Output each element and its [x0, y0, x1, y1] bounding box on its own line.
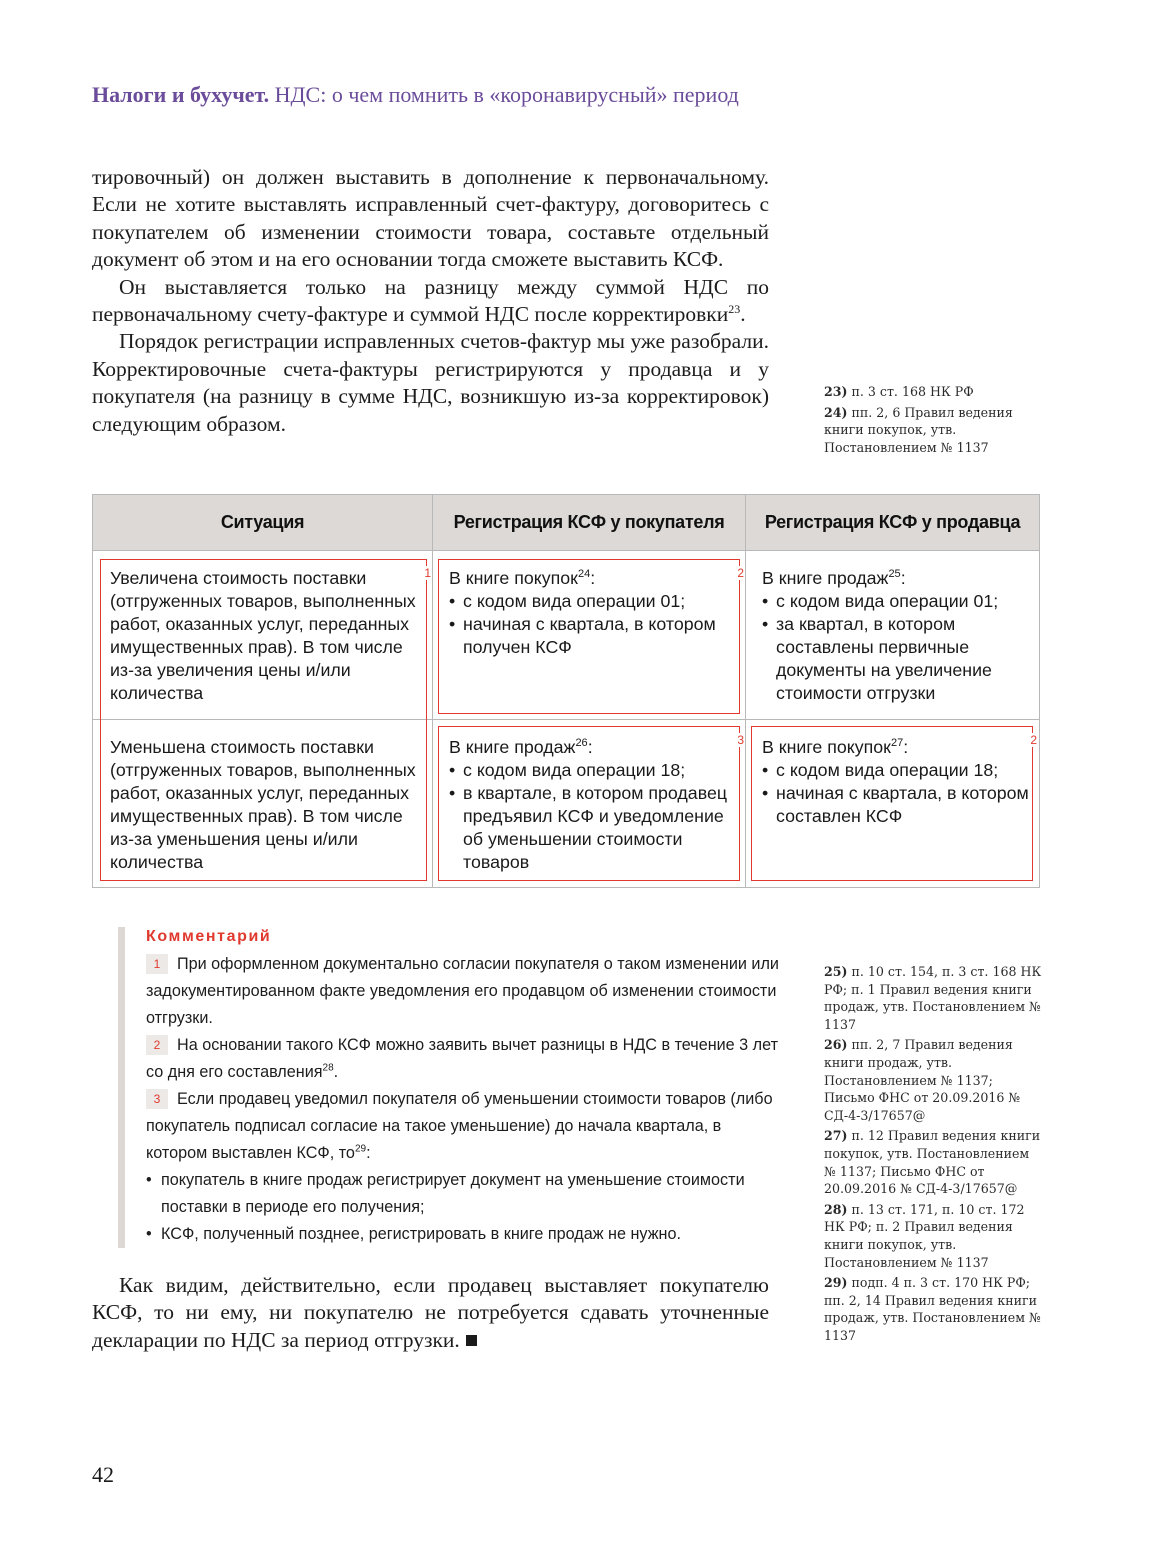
side-notes-bottom: [824, 963, 1044, 1347]
body-text-top: [92, 164, 769, 438]
list-item: • начиная с квартала, в котором получен КСФ: [449, 613, 739, 659]
column-header: Ситуация: [93, 495, 433, 550]
table-header: [93, 495, 1039, 551]
list-item: • за квартал, в котором составлены первичные документы на увеличение стоимости отгрузки: [762, 613, 1032, 705]
list-item: • КСФ, полученный позднее, регистрировать в книге продаж не нужно.: [146, 1221, 786, 1248]
paragraph: Как видим, действительно, если продавец выставляет покупателю КСФ, то ни ему, ни покупателю не потребуется сдавать уточненные декларации по НДС за период отгрузки.: [92, 1273, 769, 1352]
situation-cell: Уменьшена стоимость поставки (отгруженных товаров, выполненных работ, оказанных услуг, переданных имущественных прав). В том числе из-за уменьшения цены и/или количества: [110, 737, 416, 872]
annotation-marker: 3: [737, 733, 744, 747]
paragraph: тировочный) он должен выставить в дополнение к первоначальному. Если не хотите выставлять исправленный счет-фактуру, договоритесь с покупателем об изменении стоимости товара, составьте отдельный документ об этом и на его основании тогда сможете выставить КСФ.: [92, 165, 769, 272]
footnote: 27) п. 12 Правил ведения книги покупок, утв. Постановлением № 1137; Письмо ФНС от 20.09.2016 № СД-4-3/17657@: [824, 1128, 1041, 1197]
list-item: • с кодом вида операции 01;: [449, 590, 739, 613]
list-item: • в квартале, в котором продавец предъявил КСФ и уведомление об уменьшении стоимости товаров: [449, 782, 739, 874]
buyer-cell: В книге покупок$^{24}$: • с кодом вида операции 01; • начиная с квартала, в котором получен КСФ: [449, 567, 739, 659]
footnote-ref: 28: [322, 1062, 334, 1074]
situation-cell: Увеличена стоимость поставки (отгруженных товаров, выполненных работ, оказанных услуг, переданных имущественных прав). В том числе из-за увеличения цены и/или количества: [110, 568, 416, 703]
comment-item: 2 На основании такого КСФ можно заявить вычет разницы в НДС в течение 3 лет со дня его составления$^{28}$.: [146, 1036, 779, 1081]
table-body: [93, 551, 1039, 887]
running-head: [92, 82, 739, 108]
footnote-ref: 26: [575, 737, 588, 750]
footnote: 23) п. 3 ст. 168 НК РФ: [824, 384, 974, 399]
buyer-cell: В книге продаж$^{26}$: • с кодом вида операции 18; • в квартале, в котором продавец предъявил КСФ и уведомление об уменьшении стоимости товаров: [449, 736, 739, 874]
annotation-marker: 1: [424, 566, 431, 580]
side-notes-top: [824, 383, 1044, 459]
list-item: • начиная с квартала, в котором составлен КСФ: [762, 782, 1032, 828]
section-name: Налоги и бухучет.: [92, 82, 270, 107]
footnote-ref: 23: [728, 301, 741, 316]
comment-block: [118, 927, 786, 1248]
paragraph: Он выставляется только на разницу между суммой НДС по первоначальному счету-фактуре и суммой НДС после корректировки$^{23}$.: [92, 274, 769, 327]
comment-item: 3 Если продавец уведомил покупателя об уменьшении стоимости товаров (либо покупатель подписал согласие на такое уменьшение) до начала квартала, в котором выставлен КСФ, $то^{29}$:: [146, 1090, 773, 1162]
article-title: НДС: о чем помнить в «коронавирусный» период: [274, 82, 739, 107]
column-header: Регистрация КСФ у покупателя: [433, 495, 746, 550]
comment-badge: 1: [146, 954, 168, 974]
footnote: 25) п. 10 ст. 154, п. 3 ст. 168 НК РФ; п. 1 Правил ведения книги продаж, утв. Постановлением № 1137: [824, 964, 1042, 1032]
list-item: • с кодом вида операции 18;: [449, 759, 739, 782]
footnote: 24) пп. 2, 6 Правил ведения книги покупок, утв. Постановлением № 1137: [824, 404, 1013, 455]
ksf-registration-table: [92, 494, 1040, 888]
comment-badge: 3: [146, 1089, 168, 1109]
body-text-conclusion: [92, 1272, 769, 1354]
list-item: • с кодом вида операции 01;: [762, 590, 1032, 613]
column-header: Регистрация КСФ у продавца: [764, 512, 1021, 532]
comment-title: Комментарий: [146, 928, 272, 945]
footnote-ref: 29: [354, 1143, 367, 1155]
list-item: • покупатель в книге продаж регистрирует документ на уменьшение стоимости поставки в периоде его получения;: [146, 1167, 786, 1221]
footnote: 29) подп. 4 п. 3 ст. 170 НК РФ; пп. 2, 14 Правил ведения книги продаж, утв. Постановлением № 1137: [824, 1275, 1041, 1343]
comment-item: 1 При оформленном документально согласии покупателя о таком изменении или задокументированном факте уведомления его продавцом об изменении стоимости отгрузки.: [146, 955, 779, 1027]
footnote-ref: 27: [890, 737, 904, 750]
end-of-article-mark-icon: [466, 1335, 477, 1346]
footnote-ref: 24: [577, 568, 591, 581]
paragraph: Порядок регистрации исправленных счетов-фактур мы уже разобрали. Корректировочные счета-фактуры регистрируются у продавца и у покупателя (на разницу в сумме НДС, возникшую из-за корректировок) следующим образом.: [92, 329, 769, 436]
page-number: 42: [92, 1462, 114, 1487]
comment-badge: 2: [146, 1035, 168, 1055]
footnote: 26) пп. 2, 7 Правил ведения книги продаж, утв. Постановлением № 1137; Письмо ФНС от 20.09.2016 № СД-4-3/17657@: [824, 1037, 1021, 1123]
annotation-marker: 2: [737, 566, 744, 580]
seller-cell: В книге продаж$^{25}$: • с кодом вида операции 01; • за квартал, в котором составлены первичные документы на увеличение стоимости отгрузки: [762, 567, 1032, 705]
footnote: 28) п. 13 ст. 171, п. 10 ст. 172 НК РФ; п. 2 Правил ведения книги покупок, утв. Постановлением № 1137: [824, 1201, 1025, 1270]
seller-cell: В книге покупок$^{27}$: • с кодом вида операции 18; • начиная с квартала, в котором составлен КСФ: [762, 736, 1032, 828]
list-item: • с кодом вида операции 18;: [762, 759, 1032, 782]
annotation-marker: 2: [1030, 733, 1037, 747]
footnote-ref: 25: [888, 568, 901, 581]
